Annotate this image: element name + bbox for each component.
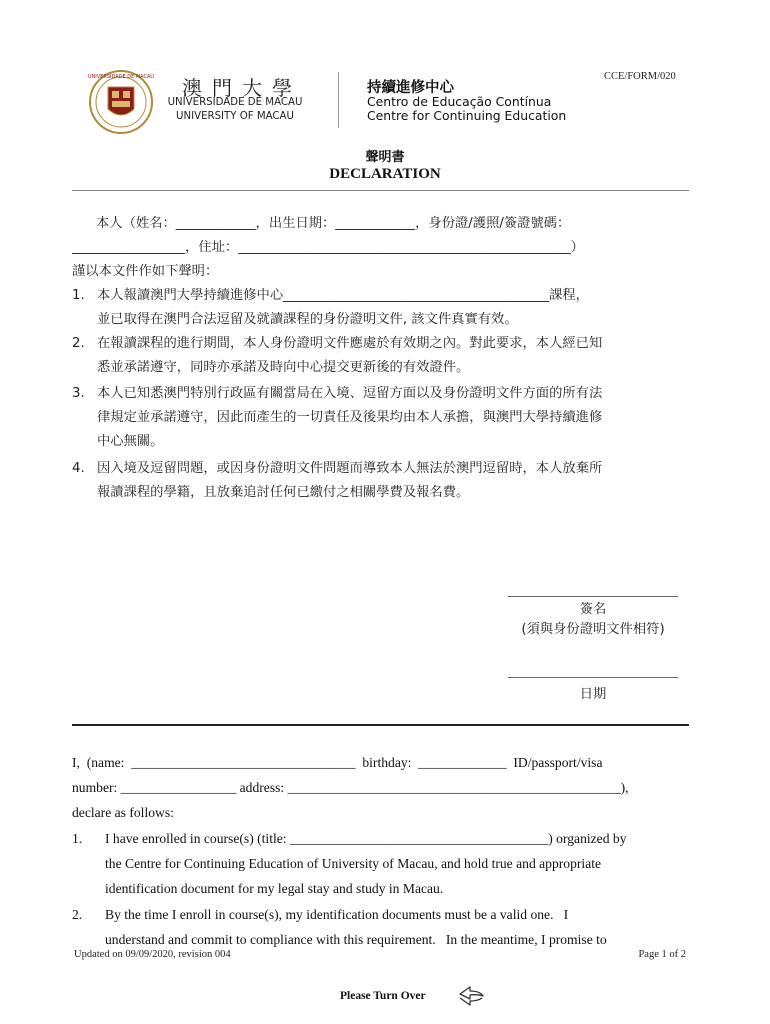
svg-text:UNIVERSIDADE DE MACAU: UNIVERSIDADE DE MACAU <box>88 74 154 80</box>
header-divider <box>338 72 339 128</box>
zh-item-line: 在報讀課程的進行期間，本人身份證明文件應處於有效期之內。對此要求，本人經已知 <box>97 336 603 351</box>
university-name-pt: UNIVERSIDADE DE MACAU <box>167 97 303 108</box>
signature-label: 簽名 <box>579 602 607 617</box>
zh-item-number: 3. <box>72 386 85 401</box>
zh-item-line: 悉並承諾遵守，同時亦承諾及時向中心提交更新後的有效證件。 <box>97 360 470 375</box>
zh-item-line: 中心無關。 <box>97 434 164 449</box>
centre-name-en: Centre for Continuing Education <box>367 108 567 123</box>
zh-item-line: 本人已知悉澳門特別行政區有關當局在入境、逗留方面以及身份證明文件方面的所有法 <box>97 386 603 401</box>
form-code: CCE/FORM/020 <box>604 71 676 82</box>
en-intro-line-3: declare as follows: <box>72 805 174 820</box>
en-item-number: 2. <box>72 907 83 922</box>
en-item-number: 1. <box>72 831 83 846</box>
zh-item-line: 因入境及逗留問題，或因身份證明文件問題而導致本人無法於澳門逗留時，本人放棄所 <box>97 461 603 476</box>
title-zh: 聲明書 <box>365 150 405 165</box>
date-line <box>508 677 678 678</box>
zh-intro-line-1: 本人（姓名：____________，出生日期：____________，身份證/護照/簽證號碼： <box>96 216 571 231</box>
zh-item-number: 4. <box>72 461 85 476</box>
signature-line <box>508 596 678 597</box>
university-name-en: UNIVERSITY OF MACAU <box>176 111 294 122</box>
title-divider <box>72 190 689 191</box>
en-item-line: I have enrolled in course(s) (title: ______________________________________) organized by <box>105 831 627 846</box>
en-item-line: understand and commit to compliance with this requirement. In the meantime, I promise to <box>105 932 607 947</box>
en-intro-line-1: I, (name: _________________________________ birthday: _____________ ID/passport/visa <box>72 755 603 770</box>
university-seal-logo <box>88 69 154 135</box>
zh-item-line: 本人報讀澳門大學持續進修中心________________________________________課程， <box>97 288 589 303</box>
signature-note: (須與身份證明文件相符) <box>521 622 665 637</box>
turn-page-arrow-icon <box>456 984 486 1008</box>
zh-item-number: 2. <box>72 336 85 351</box>
section-divider <box>72 724 689 726</box>
en-intro-line-2: number: _________________ address: _________________________________________________), <box>72 780 629 795</box>
zh-item-line: 報讀課程的學籍，且放棄追討任何已繳付之相關學費及報名費。 <box>97 485 470 500</box>
en-item-line: identification document for my legal stay and study in Macau. <box>105 881 444 896</box>
zh-intro-line-2: _________________，住址：__________________________________________________） <box>72 240 584 255</box>
zh-item-number: 1. <box>72 288 85 303</box>
university-name-zh: 澳門大學 <box>182 76 302 100</box>
en-item-line: the Centre for Continuing Education of University of Macau, and hold true and appropriate <box>105 856 602 871</box>
footer-revision: Updated on 09/09/2020, revision 004 <box>74 949 231 960</box>
title-en: DECLARATION <box>329 166 441 182</box>
date-label: 日期 <box>579 687 607 702</box>
please-turn-over: Please Turn Over <box>340 990 426 1002</box>
centre-name-pt: Centro de Educação Contínua <box>367 94 552 109</box>
zh-intro-line-3: 謹以本文件作如下聲明： <box>72 264 219 279</box>
zh-item-line: 並已取得在澳門合法逗留及就讀課程的身份證明文件, 該文件真實有效。 <box>97 312 518 327</box>
en-item-line: By the time I enroll in course(s), my identification documents must be a valid one. I <box>105 907 569 922</box>
zh-item-line: 律規定並承諾遵守，因此而產生的一切責任及後果均由本人承擔，與澳門大學持續進修 <box>97 410 603 425</box>
footer-page-number: Page 1 of 2 <box>638 949 686 960</box>
centre-name-zh: 持續進修中心 <box>367 80 454 96</box>
